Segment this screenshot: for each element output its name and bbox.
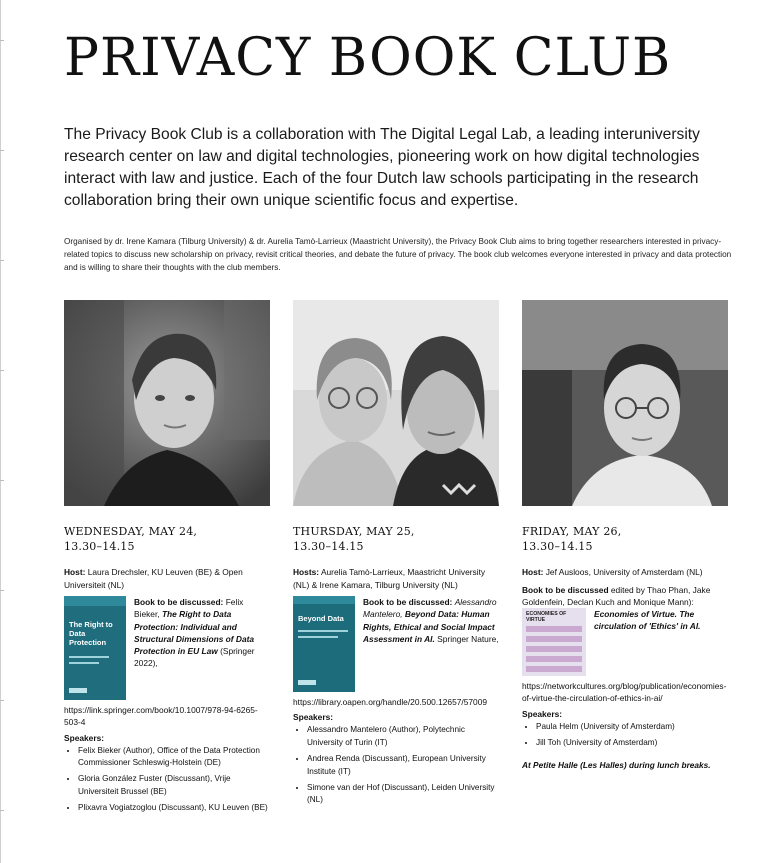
book-cover: ECONOMIES OF VIRTUE [522, 608, 586, 676]
list-item: • Alessandro Mantelero (Author), Polytechnic University of Turin (IT) [307, 724, 499, 749]
speakers-heading: Speakers: [522, 708, 563, 719]
list-item: • Felix Bieker (Author), Office of the Data Protection Commissioner Schleswig-Holstein (DE) [78, 745, 270, 770]
list-item: • Paula Helm (University of Amsterdam) [536, 721, 728, 733]
list-item: • Andrea Renda (Discussant), European University Institute (IT) [307, 753, 499, 778]
speaker-photo-woman [64, 300, 270, 506]
intro-paragraph: The Privacy Book Club is a collaboration with The Digital Legal Lab, a leading interuniversity research center on law and digital technologies, pioneering work on how digital technologies interact with law and justice. Each of the four Dutch law schools participating in the research collaboration bring their own unique scientific focus and expertise. [64, 126, 700, 209]
session-host: Host: Laura Drechsler, KU Leuven (BE) & Open Universiteit (NL) [64, 567, 243, 590]
speakers-list [64, 745, 270, 815]
session-friday [522, 300, 728, 770]
speakers-heading: Speakers: [64, 732, 105, 743]
book-cover: The Right to Data Protection [64, 596, 126, 700]
book-description: The Right to Data Protection Book to be discussed: Felix Bieker, The Right to Data Protection: Individual and Structural Dimensions of Data Protection in EU Law (Springer 2022), https://link.springer.com/book/10.1007/978-94-6265-503-4 [64, 597, 258, 728]
session-host: Host: Jef Ausloos, University of Amsterdam (NL) [522, 567, 703, 577]
session-date: WEDNESDAY, MAY 24, 13.30–14.15 [64, 525, 198, 553]
list-item: • Simone van der Hof (Discussant), Leiden University (NL) [307, 782, 499, 807]
session-host: Hosts: Aurelia Tamò-Larrieux, Maastricht University (NL) & Irene Kamara, Tilburg University (NL) [293, 567, 486, 590]
speakers-heading: Speakers: [293, 712, 334, 723]
session-date: FRIDAY, MAY 26, 13.30–14.15 [522, 525, 622, 553]
session-date: THURSDAY, MAY 25, 13.30–14.15 [293, 525, 415, 553]
page-title: PRIVACY BOOK CLUB [64, 28, 672, 88]
speakers-list [293, 724, 499, 806]
book-cover: Beyond Data [293, 596, 355, 692]
page-edge [0, 0, 6, 863]
list-item: • Jill Toh (University of Amsterdam) [536, 737, 728, 749]
list-item: • Gloria González Fuster (Discussant), Vrije Universiteit Brussel (BE) [78, 773, 270, 798]
speaker-photo-man [522, 300, 728, 506]
book-description: Book to be discussed edited by Thao Phan, Jake Goldenfein, Declan Kuch and Monique Mann): ECONOMIES OF VIRTUE Economies of Virtue. The circulation of 'Ethics' in AI. https://networkcultures.org/blog/publication/economies-of-virtue-the-circulation-of-ethics-in-ai/ [522, 584, 727, 704]
organised-paragraph: Organised by dr. Irene Kamara (Tilburg University) & dr. Aurelia Tamò-Larrieux (Maastricht University), the Privacy Book Club aims to bring together researchers interested in privacy-related topics to discuss new scholarship on privacy, revisit critical theories, and debate the future of privacy. The book club welcomes everyone interested in privacy and data protection and is willing to share their thoughts with the club members. [64, 237, 732, 272]
speaker-photo-two-women [293, 300, 499, 506]
speakers-list [522, 721, 728, 750]
book-description: Beyond Data Book to be discussed: Alessandro Mantelero, Beyond Data: Human Rights, Ethical and Social Impact Assessment in AI. Springer Nature, https://library.oapen.org/handle/20.500.12657/57009 [293, 597, 499, 707]
session-wednesday [64, 300, 270, 819]
location-note: At Petite Halle (Les Halles) during lunch breaks. [522, 759, 711, 770]
session-thursday [293, 300, 499, 811]
list-item: • Plixavra Vogiatzoglou (Discussant), KU Leuven (BE) [78, 802, 270, 814]
